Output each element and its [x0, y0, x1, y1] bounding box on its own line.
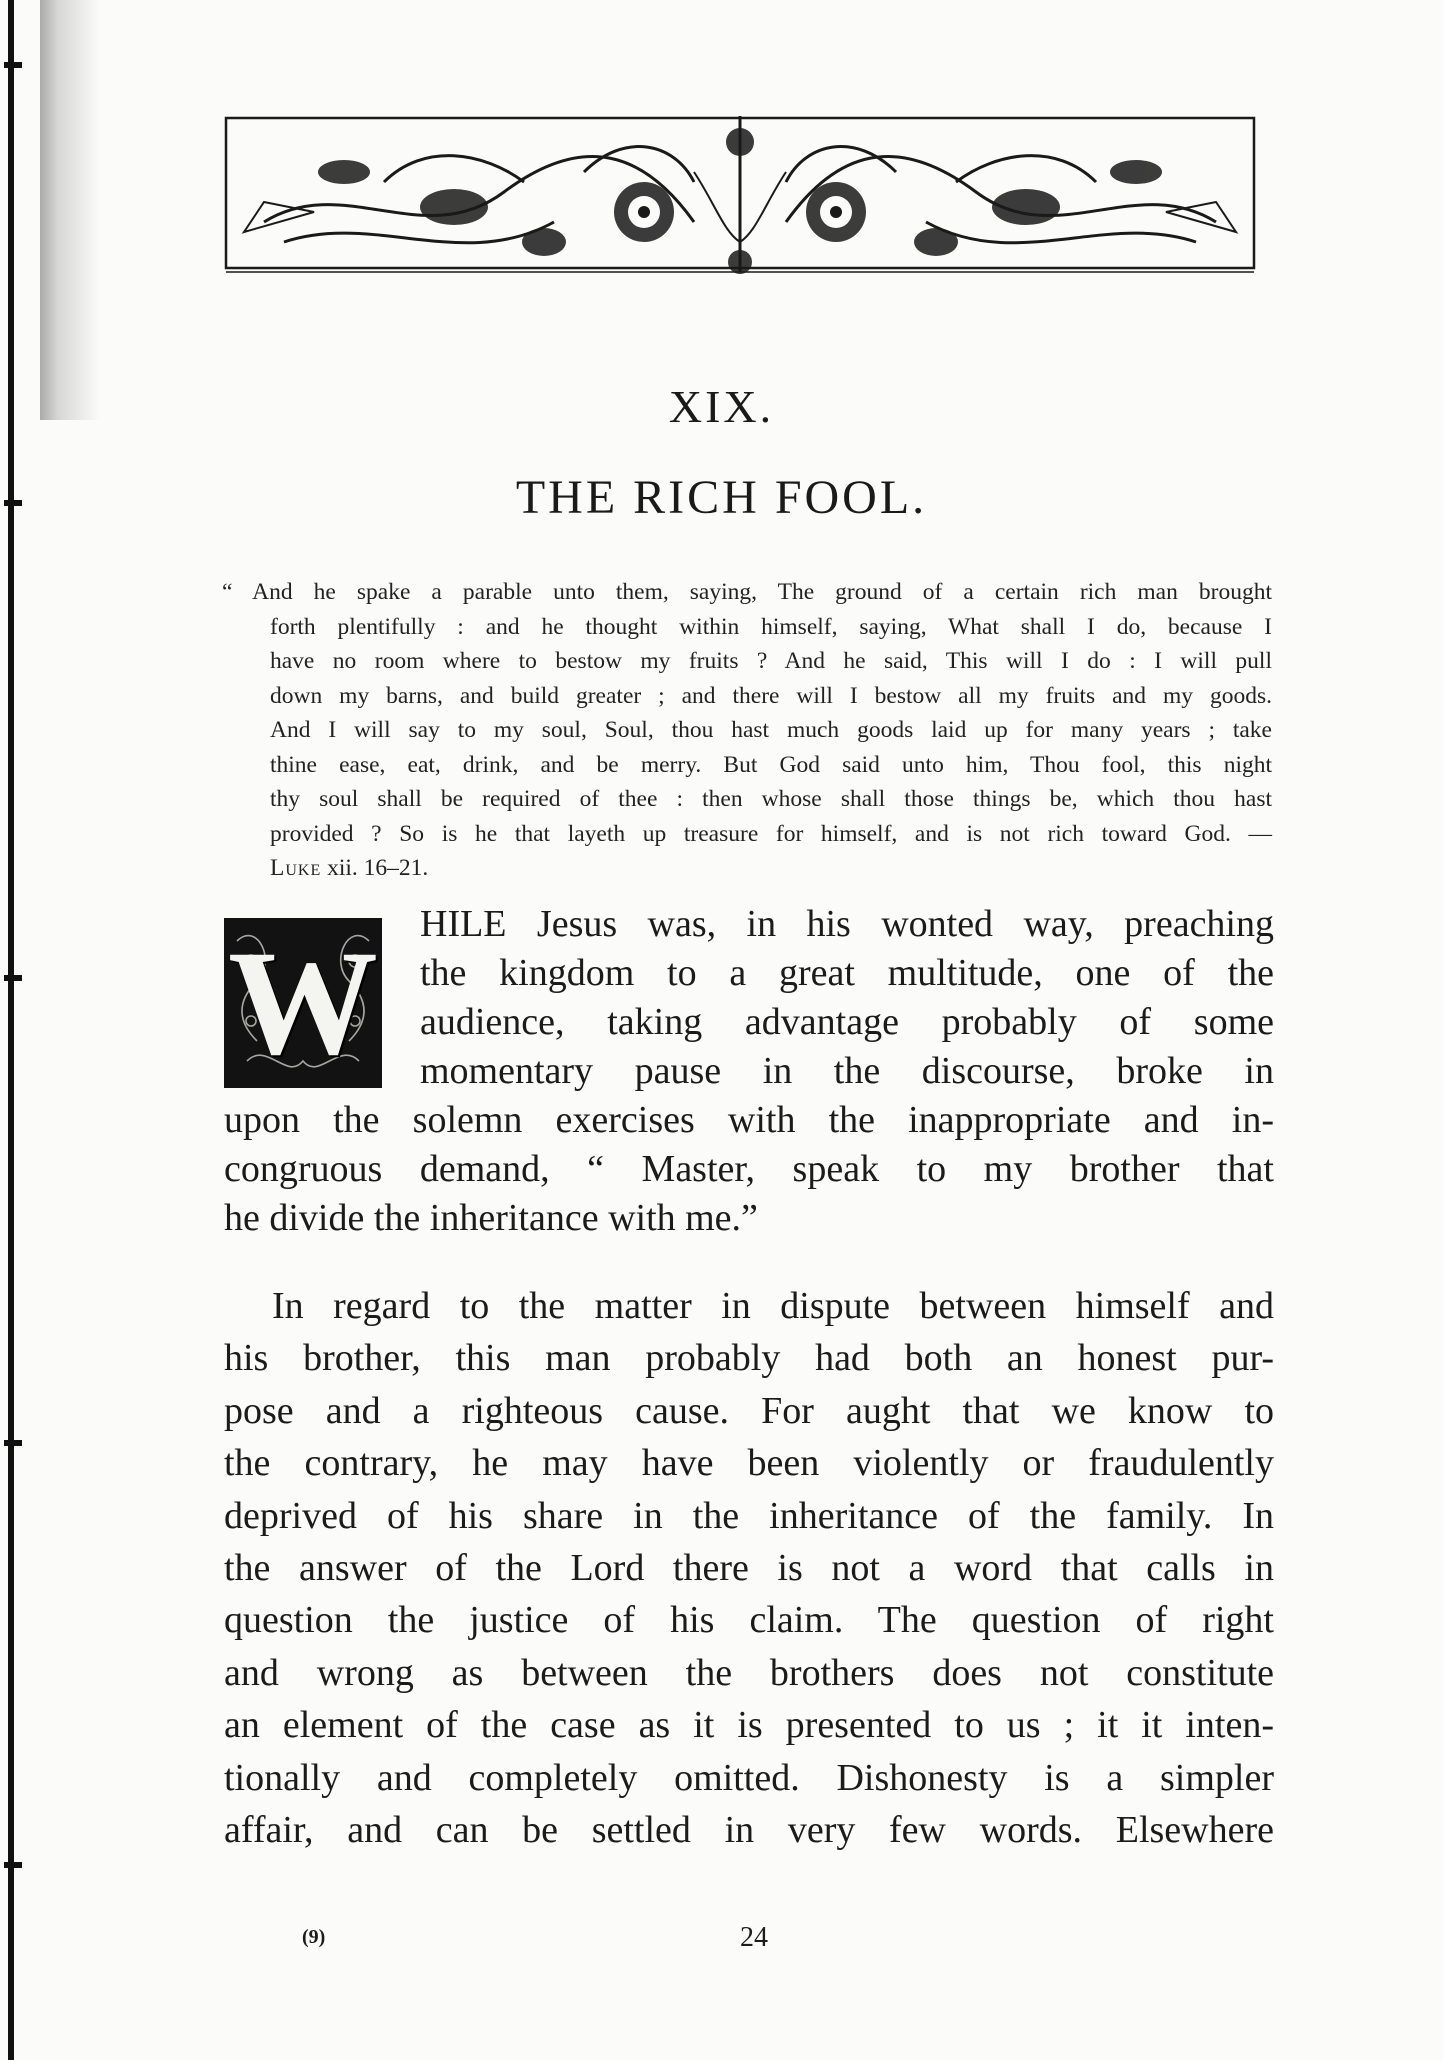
epigraph-line: And I will say to my soul, Soul, thou hast much goods laid up for many years ; take [270, 717, 1272, 743]
binding-notch [4, 62, 22, 68]
drop-cap-letter: W [228, 920, 378, 1086]
text-line: In regard to the matter in dispute between himself and [272, 1285, 1274, 1327]
epigraph-line: thy soul shall be required of thee : then whose shall those things be, which thou hast [270, 786, 1272, 812]
paragraph-second [224, 1280, 1274, 1856]
text-line: tionally and completely omitted. Dishonesty is a simpler [224, 1756, 1274, 1799]
text-line: HILE Jesus was, in his wonted way, preaching [420, 903, 1274, 945]
chapter-number: XIX. [668, 381, 775, 432]
text-line: the contrary, he may have been violently or fraudulently [224, 1442, 1274, 1485]
text-line: he divide the inheritance with me.” [224, 1197, 758, 1239]
epigraph-line: “ And he spake a parable unto them, saying, The ground of a certain rich man brought [222, 579, 1272, 605]
reference-verses: xii. 16–21. [321, 855, 429, 881]
page-footer [0, 1922, 1443, 1962]
text-line: question the justice of his claim. The question of right [224, 1599, 1274, 1642]
epigraph-line: thine ease, eat, drink, and be merry. But God said unto him, Thou fool, this night [270, 751, 1272, 778]
binding-notch [4, 1440, 22, 1446]
reference-book: Luke [270, 855, 322, 881]
book-binding-edge [8, 0, 14, 2060]
text-line: upon the solemn exercises with the inappropriate and in- [224, 1099, 1274, 1141]
epigraph-line: down my barns, and build greater ; and there will I bestow all my fruits and my goods. [270, 682, 1272, 709]
ornamental-headpiece [224, 112, 1256, 280]
text-line: congruous demand, “ Master, speak to my brother that [224, 1148, 1274, 1190]
epigraph-reference [222, 851, 1272, 886]
text-line: the kingdom to a great multitude, one of the [420, 952, 1274, 994]
text-line: and wrong as between the brothers does not constitute [224, 1651, 1274, 1694]
text-line: the answer of the Lord there is not a word that calls in [224, 1547, 1274, 1590]
scripture-epigraph [222, 575, 1272, 886]
paragraph-opening [224, 900, 1274, 1243]
text-line: audience, taking advantage probably of some [420, 1001, 1274, 1043]
text-line: momentary pause in the discourse, broke in [420, 1050, 1274, 1092]
epigraph-line: have no room where to bestow my fruits ? And he said, This will I do : I will pull [270, 648, 1272, 674]
text-line: his brother, this man probably had both an honest pur- [224, 1337, 1274, 1380]
chapter-title: THE RICH FOOL. [515, 471, 928, 524]
text-line: deprived of his share in the inheritance of the family. In [224, 1494, 1274, 1537]
epigraph-line: provided ? So is he that layeth up treasure for himself, and is not rich toward God. — [270, 820, 1272, 847]
text-line: pose and a righteous cause. For aught that we know to [224, 1389, 1274, 1432]
epigraph-line: forth plentifully : and he thought within himself, saying, What shall I do, because I [270, 613, 1272, 640]
signature-mark: (9) [302, 1926, 326, 1948]
text-line: affair, and can be settled in very few words. Elsewhere [224, 1809, 1274, 1852]
text-line: an element of the case as it is presented to us ; it it inten- [224, 1704, 1274, 1747]
binding-notch [4, 975, 22, 981]
binding-notch [4, 1862, 22, 1868]
scan-shadow [40, 0, 100, 420]
page-number: 24 [740, 1922, 768, 1953]
